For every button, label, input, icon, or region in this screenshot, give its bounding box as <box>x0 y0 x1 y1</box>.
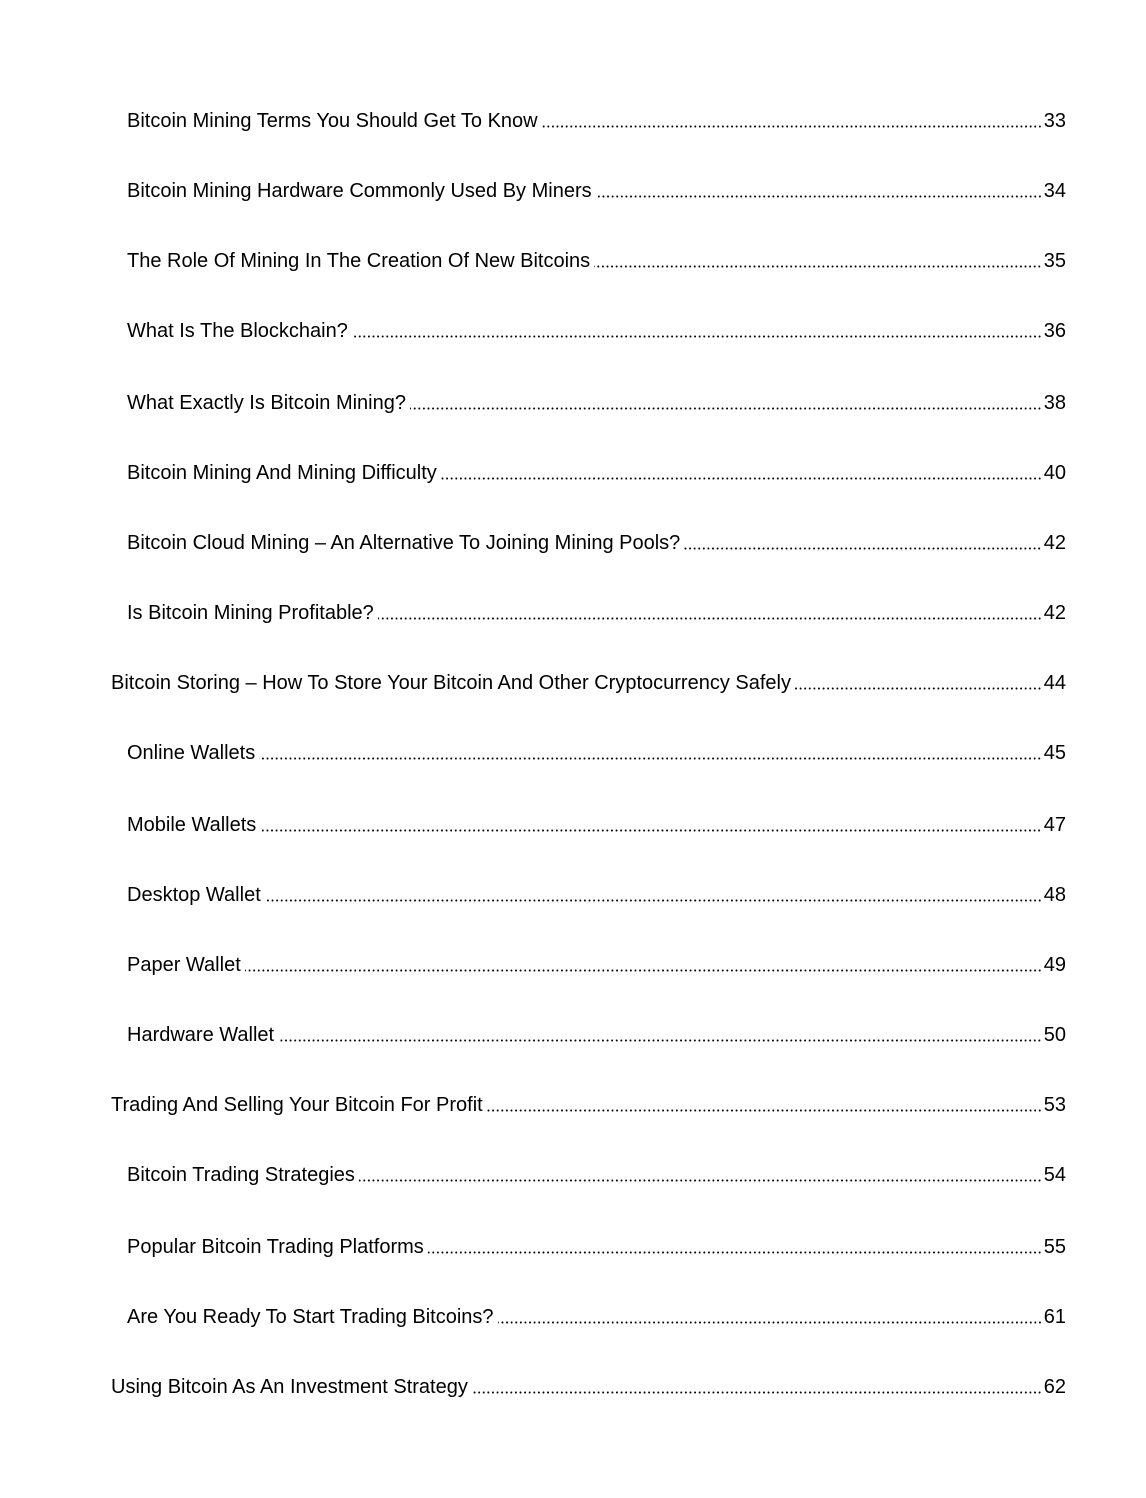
toc-entry-page-number: 50 <box>1043 1024 1066 1046</box>
dot-leader <box>428 1251 1042 1254</box>
toc-entry-page-number: 35 <box>1043 250 1066 272</box>
toc-entry-title: Desktop Wallet <box>127 884 261 906</box>
toc-entry-title: Bitcoin Storing – How To Store Your Bitcoin And Other Cryptocurrency Safely <box>111 672 791 694</box>
toc-entry-mobile-wallets[interactable] <box>127 807 1066 837</box>
toc-entry-investment-strategy[interactable] <box>111 1369 1066 1399</box>
toc-entry-page-number: 53 <box>1043 1094 1066 1116</box>
toc-entry-title: Are You Ready To Start Trading Bitcoins? <box>127 1306 494 1328</box>
dot-leader <box>410 407 1042 410</box>
toc-entry-page-number: 42 <box>1043 602 1066 624</box>
dot-leader <box>596 195 1042 198</box>
toc-entry-title: What Exactly Is Bitcoin Mining? <box>127 392 406 414</box>
toc-entry-online-wallets[interactable] <box>127 735 1066 765</box>
toc-entry-page-number: 54 <box>1043 1164 1066 1186</box>
toc-entry-page-number: 45 <box>1043 742 1066 764</box>
dot-leader <box>260 829 1041 832</box>
dot-leader <box>472 1391 1042 1394</box>
dot-leader <box>542 125 1042 128</box>
toc-entry-page-number: 49 <box>1043 954 1066 976</box>
toc-entry-page-number: 48 <box>1043 884 1066 906</box>
toc-entry-title: Is Bitcoin Mining Profitable? <box>127 602 374 624</box>
toc-entry-page-number: 42 <box>1043 532 1066 554</box>
toc-entry-title: Paper Wallet <box>127 954 241 976</box>
toc-entry-mining-difficulty[interactable] <box>127 455 1066 485</box>
dot-leader <box>441 477 1042 480</box>
toc-entry-page-number: 34 <box>1043 180 1066 202</box>
toc-entry-trading-platforms[interactable] <box>127 1229 1066 1259</box>
toc-entry-title: The Role Of Mining In The Creation Of New Bitcoins <box>127 250 591 272</box>
toc-entry-page-number: 47 <box>1043 814 1066 836</box>
dot-leader <box>278 1039 1042 1042</box>
toc-entry-title: Bitcoin Mining And Mining Difficulty <box>127 462 437 484</box>
toc-entry-role-of-mining[interactable] <box>127 243 1066 273</box>
toc-entry-page-number: 40 <box>1043 462 1066 484</box>
toc-entry-page-number: 33 <box>1043 110 1066 132</box>
toc-entry-title: Bitcoin Cloud Mining – An Alternative To Joining Mining Pools? <box>127 532 681 554</box>
dot-leader <box>684 547 1041 550</box>
toc-entry-title: Hardware Wallet <box>127 1024 275 1046</box>
toc-entry-page-number: 55 <box>1043 1236 1066 1258</box>
dot-leader <box>359 1179 1042 1182</box>
toc-entry-page-number: 62 <box>1043 1376 1066 1398</box>
toc-entry-ready-to-trade[interactable] <box>127 1299 1066 1329</box>
toc-entry-mining-hardware[interactable] <box>127 173 1066 203</box>
toc-entry-page-number: 38 <box>1043 392 1066 414</box>
toc-entry-title: Bitcoin Mining Hardware Commonly Used By Miners <box>127 180 592 202</box>
toc-entry-title: Trading And Selling Your Bitcoin For Profit <box>111 1094 483 1116</box>
toc-entry-title: Mobile Wallets <box>127 814 257 836</box>
dot-leader <box>378 617 1042 620</box>
toc-entry-hardware-wallet[interactable] <box>127 1017 1066 1047</box>
toc-entry-trading-selling[interactable] <box>111 1087 1066 1117</box>
toc-entry-page-number: 44 <box>1043 672 1066 694</box>
toc-entry-trading-strategies[interactable] <box>127 1157 1066 1187</box>
toc-entry-blockchain[interactable] <box>127 313 1066 343</box>
toc-entry-mining-profitable[interactable] <box>127 595 1066 625</box>
toc-entry-title: Using Bitcoin As An Investment Strategy <box>111 1376 468 1398</box>
toc-entry-bitcoin-storing[interactable] <box>111 665 1066 695</box>
toc-entry-page-number: 61 <box>1043 1306 1066 1328</box>
dot-leader <box>594 265 1042 268</box>
dot-leader <box>259 757 1042 760</box>
toc-entry-title: Bitcoin Mining Terms You Should Get To Know <box>127 110 538 132</box>
toc-entry-title: Online Wallets <box>127 742 256 764</box>
toc-entry-paper-wallet[interactable] <box>127 947 1066 977</box>
toc-entry-title: Popular Bitcoin Trading Platforms <box>127 1236 424 1258</box>
toc-entry-page-number: 36 <box>1043 320 1066 342</box>
dot-leader <box>498 1321 1042 1324</box>
dot-leader <box>245 969 1042 972</box>
toc-entry-title: Bitcoin Trading Strategies <box>127 1164 355 1186</box>
dot-leader <box>352 335 1042 338</box>
dot-leader <box>487 1109 1042 1112</box>
toc-entry-desktop-wallet[interactable] <box>127 877 1066 907</box>
toc-entry-title: What Is The Blockchain? <box>127 320 348 342</box>
toc-entry-mining-terms[interactable] <box>127 103 1066 133</box>
dot-leader <box>795 687 1042 690</box>
toc-entry-what-is-mining[interactable] <box>127 385 1066 415</box>
toc-entry-cloud-mining[interactable] <box>127 525 1066 555</box>
dot-leader <box>265 899 1042 902</box>
